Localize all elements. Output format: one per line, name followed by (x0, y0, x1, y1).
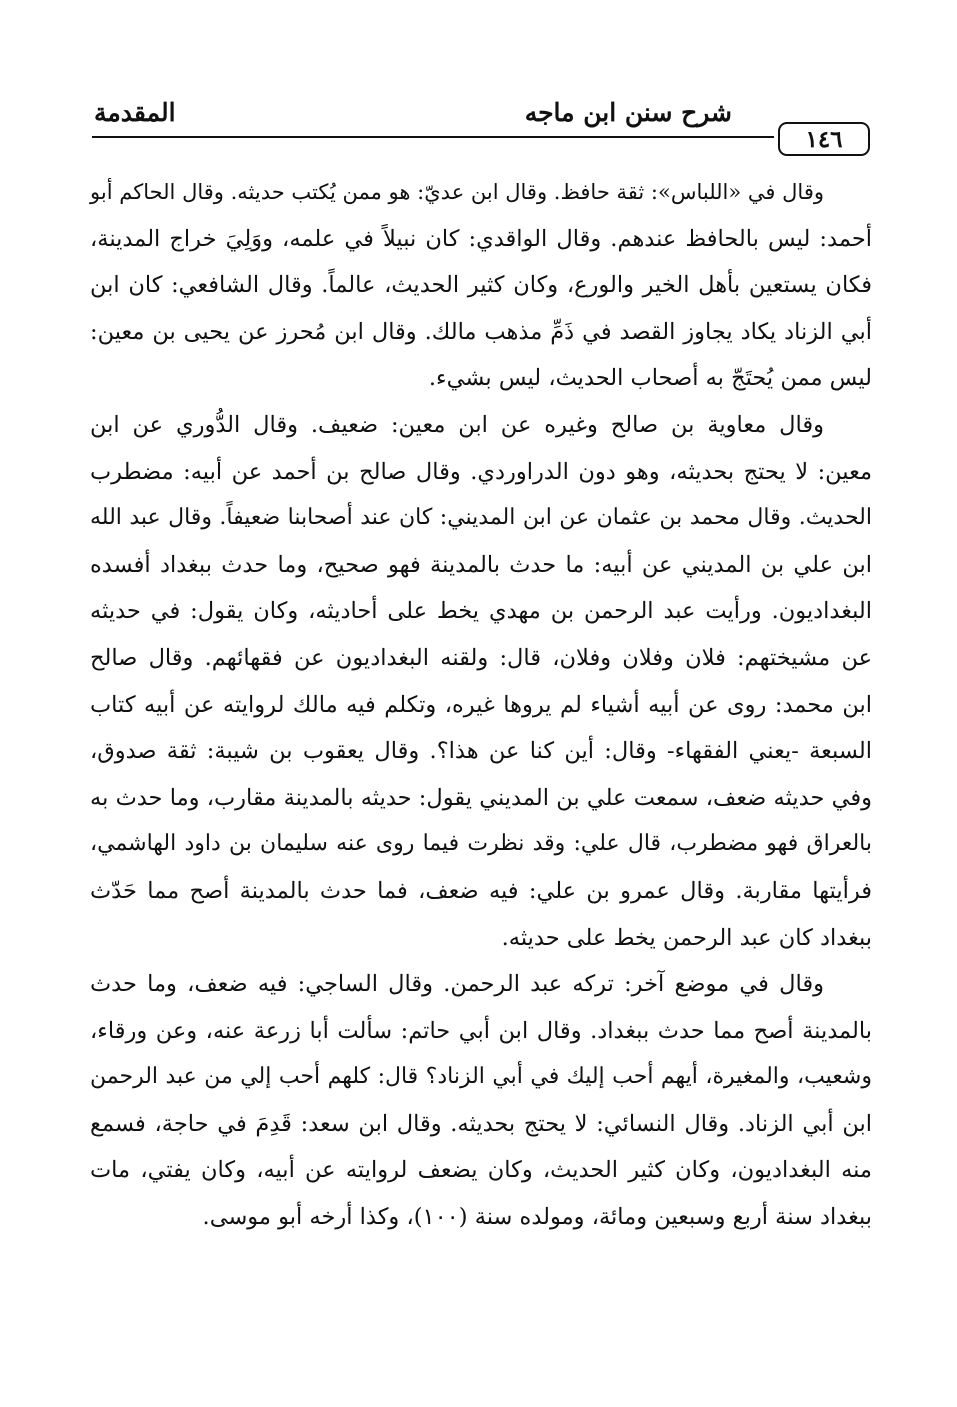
body-text (90, 169, 872, 1241)
text-line: بالعراق فهو مضطرب، قال علي: وقد نظرت فيما روى عنه سليمان بن داود الهاشمي، (90, 831, 872, 857)
text-line: أبي الزناد يكاد يجاوز القصد في ذَمِّ مذهب مالك. وقال ابن مُحرز عن يحيى بن معين: (90, 318, 872, 345)
page-number-badge (778, 122, 870, 156)
text-line: عن مشيختهم: فلان وفلان وفلان، قال: ولقنه البغداديون عن فقهائهم. وقال صالح (90, 644, 872, 671)
section-title: المقدمة (94, 98, 176, 127)
text-line: ببغداد سنة أربع وسبعين ومائة، ومولده سنة (١٠٠)، وكذا أرخه أبو موسى. (202, 1204, 872, 1231)
book-title: شرح سنن ابن ماجه (524, 98, 732, 127)
text-line: وقال في موضع آخر: تركه عبد الرحمن. وقال الساجي: فيه ضعف، وما حدث (90, 971, 824, 998)
text-line: الحديث. وقال محمد بن عثمان عن ابن المديني: كان عند أصحابنا ضعيفاً. وقال عبد الله (90, 505, 872, 531)
paragraph (90, 961, 872, 1241)
text-line: ابن أبي الزناد. وقال النسائي: لا يحتج بحديثه. وقال ابن سعد: قَدِمَ في حاجة، فسمع (90, 1110, 872, 1137)
text-line: معين: لا يحتج بحديثه، وهو دون الدراوردي. وقال صالح بن أحمد عن أبيه: مضطرب (90, 458, 872, 485)
text-line: ابن علي بن المديني عن أبيه: ما حدث بالمدينة فهو صحيح، وما حدث ببغداد أفسده (90, 551, 872, 578)
text-line: وقال معاوية بن صالح وغيره عن ابن معين: ضعيف. وقال الدُّوري عن ابن (90, 411, 824, 438)
text-line: السبعة -يعني الفقهاء- وقال: أين كنا عن هذا؟. وقال يعقوب بن شيبة: ثقة صدوق، (90, 738, 872, 765)
text-line: فرأيتها مقاربة. وقال عمرو بن علي: فيه ضعف، فما حدث بالمدينة أصح مما حَدّث (90, 877, 872, 904)
text-line: البغداديون. ورأيت عبد الرحمن بن مهدي يخط على أحاديثه، وكان يقول: في حديثه (90, 598, 872, 625)
text-line: ابن محمد: روى عن أبيه أشياء لم يروها غيره، وتكلم فيه مالك لروايته عن أبيه كتاب (90, 691, 872, 718)
page-number: ١٤٦ (805, 125, 843, 153)
text-line: أحمد: ليس بالحافظ عندهم. وقال الواقدي: كان نبيلاً في علمه، ووَلِيَ خراج المدينة، (90, 225, 872, 252)
header-rule (92, 136, 774, 138)
text-line: بالمدينة أصح مما حدث ببغداد. وقال ابن أبي حاتم: سألت أبا زرعة عنه، وعن ورقاء، (90, 1017, 872, 1044)
text-line: فكان يستعين بأهل الخير والورع، وكان كثير الحديث، عالماً. وقال الشافعي: كان ابن (90, 272, 872, 299)
text-line: ببغداد كان عبد الرحمن يخط على حديثه. (501, 924, 872, 951)
paragraph (90, 169, 872, 402)
text-line: ليس ممن يُحتَجّ به أصحاب الحديث، ليس بشيء. (428, 365, 872, 392)
text-line: وفي حديثه ضعف، سمعت علي بن المديني يقول: حديثه بالمدينة مقارب، وما حدث به (90, 784, 872, 811)
text-line: وقال في «اللباس»: ثقة حافظ. وقال ابن عديّ: هو ممن يُكتب حديثه. وقال الحاكم أبو (90, 180, 824, 204)
paragraph (90, 402, 872, 961)
text-line: وشعيب، والمغيرة، أيهم أحب إليك في أبي الزناد؟ قال: كلهم أحب إلي من عبد الرحمن (90, 1064, 872, 1090)
text-line: منه البغداديون، وكان كثير الحديث، وكان يضعف لروايته عن أبيه، وكان يفتي، مات (90, 1157, 872, 1184)
